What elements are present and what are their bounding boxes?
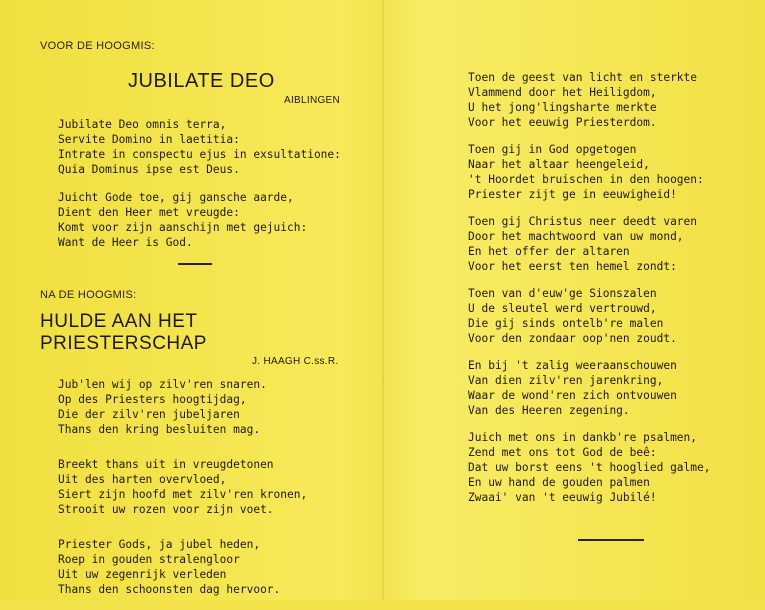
verse-line: Toen van d'euw'ge Sionszalen (468, 287, 657, 300)
verse-line: Toen gij in God opgetogen (468, 143, 637, 156)
verse-line: Vlammend door het Heiligdom, (468, 86, 657, 99)
stanza (58, 117, 366, 177)
verse-line: U de sleutel werd vertrouwd, (468, 302, 657, 315)
stanza (468, 430, 748, 505)
right-page (468, 70, 748, 541)
verse-line: Die gij sinds ontelb're malen (468, 317, 664, 330)
verse-line: Zwaai' van 't eeuwig Jubilé! (468, 491, 657, 504)
verse-line: Uit des harten overvloed, (58, 473, 227, 486)
verse-line: Toen gij Christus neer deedt varen (468, 215, 698, 228)
jubilate-text (58, 117, 366, 250)
hymn-title-hulde: HULDE AAN HET PRIESTERSCHAP (40, 311, 207, 354)
stanza (468, 286, 748, 346)
verse-line: Toen de geest van licht en sterkte (468, 71, 698, 84)
verse-line: Thans den kring besluiten mag. (58, 423, 261, 436)
section-label-before-mass: VOOR DE HOOGMIS: (40, 40, 155, 52)
verse-line: Naar het altaar heengeleid, (468, 158, 650, 171)
stanza (58, 377, 366, 437)
verse-line: Voor het eerst ten hemel zondt: (468, 260, 677, 273)
verse-line: Waar de wond'ren zich ontvouwen (468, 389, 677, 402)
closing-rule (578, 539, 644, 541)
verse-line: Quia Dominus ipse est Deus. (58, 163, 240, 176)
verse-line: Siert zijn hoofd met zilv'ren kronen, (58, 488, 308, 501)
verse-line: 't Hoordet bruischen in den hoogen: (468, 173, 704, 186)
stanza (468, 142, 748, 202)
composer-credit-jubilate: AIBLINGEN (284, 95, 341, 106)
verse-line: Voor den zondaar oop'nen zoudt. (468, 332, 677, 345)
verse-line: En bij 't zalig weeraanschouwen (468, 359, 677, 372)
verse-line: Dat uw borst eens 't hooglied galme, (468, 461, 711, 474)
verse-line: Roep in gouden stralengloor (58, 553, 240, 566)
stanza (468, 214, 748, 274)
verse-line: En uw hand de gouden palmen (468, 476, 650, 489)
verse-line: U het jong'lingsharte merkte (468, 101, 657, 114)
verse-line: Van des Heeren zegening. (468, 404, 630, 417)
verse-line: Juich met ons in dankb're psalmen, (468, 431, 698, 444)
stanza (468, 70, 748, 130)
verse-line: Jubilate Deo omnis terra, (58, 118, 227, 131)
verse-line: Uit uw zegenrijk verleden (58, 568, 227, 581)
hymn-title-jubilate: JUBILATE DEO (128, 70, 275, 92)
verse-line: Jub'len wij op zilv'ren snaren. (58, 378, 267, 391)
verse-line: Zend met ons tot God de beê: (468, 446, 657, 459)
verse-line: Van dien zilv'ren jarenkring, (468, 374, 664, 387)
verse-line: Want de Heer is God. (58, 236, 193, 249)
verse-line: Thans den schoonsten dag hervoor. (58, 583, 281, 596)
verse-line: Juicht Gode toe, gij gansche aarde, (58, 191, 294, 204)
verse-line: Priester Gods, ja jubel heden, (58, 538, 261, 551)
verse-line: Intrate in conspectu ejus in exsultatione: (58, 148, 341, 161)
stanza (58, 190, 366, 250)
left-page (36, 40, 366, 610)
stanza (468, 358, 748, 418)
center-fold (382, 0, 384, 600)
stanza (58, 457, 366, 517)
verse-line: Breekt thans uit in vreugdetonen (58, 458, 274, 471)
stanza (58, 537, 366, 597)
verse-line: Dient den Heer met vreugde: (58, 206, 240, 219)
verse-line: Strooit uw rozen voor zijn voet. (58, 503, 274, 516)
verse-line: Die der zilv'ren jubeljaren (58, 408, 240, 421)
composer-credit-hulde: J. HAAGH C.ss.R. (252, 356, 339, 367)
divider-rule (178, 263, 212, 265)
verse-line: Priester zijt ge in eeuwigheid! (468, 188, 677, 201)
verse-line: Servite Domino in laetitia: (58, 133, 240, 146)
hulde-text (58, 377, 366, 597)
verse-line: En het offer der altaren (468, 245, 630, 258)
section-label-after-mass: NA DE HOOGMIS: (40, 289, 137, 301)
verse-line: Op des Priesters hoogtijdag, (58, 393, 247, 406)
verse-line: Komt voor zijn aanschijn met gejuich: (58, 221, 308, 234)
verse-line: Door het machtwoord van uw mond, (468, 230, 684, 243)
verse-line: Voor het eeuwig Priesterdom. (468, 116, 657, 129)
